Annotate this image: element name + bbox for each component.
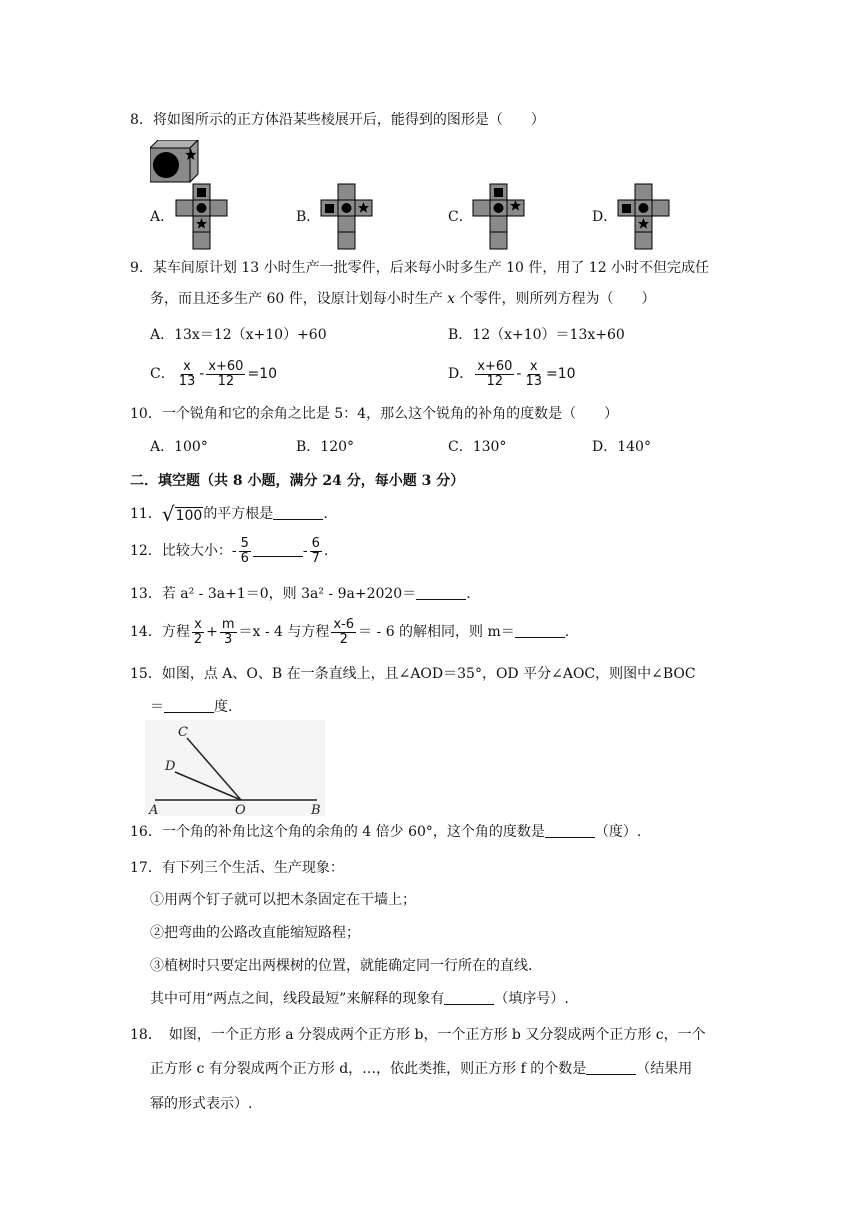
q8-net-a[interactable] <box>175 183 229 251</box>
q8-option-c-label: C． <box>448 209 473 225</box>
answer-blank[interactable] <box>164 698 214 713</box>
label-d: D <box>165 759 176 774</box>
q9-option-c[interactable]: C． $\frac{x}{13}$ - $\frac{x+60}{12}$ =10 <box>150 358 278 389</box>
q15-line2: ＝ 度. <box>150 699 233 715</box>
q9-option-d[interactable]: D． $\frac{x+60}{12}$ - $\frac{x}{13}$ =10 <box>448 358 576 389</box>
q17-item: ②把弯曲的公路改直能缩短路程； <box>150 925 360 941</box>
q9-line1: 9．某车间原计划 13 小时生产一批零件，后来每小时多生产 10 件，用了 12 小时不但完成任 <box>130 260 710 276</box>
answer-blank[interactable] <box>515 623 565 638</box>
circle-icon <box>639 203 649 213</box>
square-icon <box>197 188 206 197</box>
q17-question: 其中可用“两点之间，线段最短”来解释的现象有 （填序号）. <box>150 991 569 1007</box>
q10-option-b[interactable]: B．120° <box>296 439 355 455</box>
fraction: $\frac{6}{7}$ <box>311 535 320 566</box>
fraction: $\frac{x}{13}$ <box>178 358 196 389</box>
q18-line1: 18． 如图，一个正方形 a 分裂成两个正方形 b，一个正方形 b 又分裂成两个正方形 c，一个 <box>130 1027 706 1043</box>
q17-item: ①用两个钉子就可以把木条固定在干墙上； <box>150 892 416 908</box>
square-icon <box>622 204 631 213</box>
label-o: O <box>235 803 246 816</box>
circle-icon <box>153 152 179 178</box>
fraction: $\frac{m}{3}$ <box>221 616 235 647</box>
q8-net-d[interactable] <box>617 183 671 251</box>
label-c: C <box>178 725 188 740</box>
angle-figure <box>145 720 325 816</box>
section-heading: 二．填空题（共 8 小题，满分 24 分，每小题 3 分） <box>130 473 465 489</box>
answer-blank[interactable] <box>545 823 595 838</box>
square-icon <box>325 204 334 213</box>
q15-line1: 15．如图，点 A、O、B 在一条直线上，且∠AOD＝35°，OD 平分∠AOC，则图中∠BOC <box>130 666 696 682</box>
q8-option-b-label: B． <box>296 209 321 225</box>
q10-text: 10．一个锐角和它的余角之比是 5：4，那么这个锐角的补角的度数是（ ） <box>130 406 619 422</box>
fraction: $\frac{x+60}{12}$ <box>208 358 244 389</box>
q18-line3: 幂的形式表示）. <box>150 1096 253 1112</box>
fraction: $\frac{x}{13}$ <box>525 358 542 389</box>
q10-option-a[interactable]: A．100° <box>150 439 208 455</box>
answer-blank[interactable] <box>273 505 323 520</box>
circle-icon <box>342 203 352 213</box>
q16: 16．一个角的补角比这个角的余角的 4 倍少 60°，这个角的度数是 （度）. <box>130 824 642 840</box>
label-a: A <box>149 803 159 816</box>
fraction: $\frac{x-6}{2}$ <box>333 616 355 647</box>
q17-intro: 17．有下列三个生活、生产现象： <box>130 860 344 876</box>
answer-blank[interactable] <box>444 990 494 1005</box>
q10-option-c[interactable]: C．130° <box>448 439 507 455</box>
sqrt-symbol: √ 100 <box>161 502 203 526</box>
answer-blank[interactable] <box>253 542 303 557</box>
cube-figure <box>150 140 200 184</box>
q13: 13．若 a² - 3a+1＝0，则 3a² - 9a+2020＝ . <box>130 586 471 602</box>
label-b: B <box>311 803 321 816</box>
fraction: $\frac{x}{2}$ <box>193 616 203 647</box>
q9-line2: 务，而且还多生产 60 件，设原计划每小时生产 x 个零件，则所列方程为（ ） <box>150 291 656 307</box>
q8-net-c[interactable] <box>472 183 526 251</box>
square-icon <box>494 188 503 197</box>
answer-blank[interactable] <box>586 1060 636 1075</box>
q8-net-b[interactable] <box>320 183 374 251</box>
q12: 12．比较大小：- $\frac{5}{6}$ - $\frac{6}{7}$ . <box>130 535 329 566</box>
answer-blank[interactable] <box>416 585 466 600</box>
q9-option-a[interactable]: A．13x＝12（x+10）+60 <box>150 327 327 343</box>
fraction: $\frac{x+60}{12}$ <box>477 358 513 389</box>
q14: 14．方程 $\frac{x}{2}$ + $\frac{m}{3}$ ＝x - 4 与方程 $\frac{x-6}{2}$ ＝ - 6 的解相同，则 m＝ . <box>130 616 570 647</box>
q18-line2: 正方形 c 有分裂成两个正方形 d，…，依此类推，则正方形 f 的个数是 （结果用 <box>150 1061 693 1077</box>
q8-option-a-label: A． <box>150 209 175 225</box>
fraction: $\frac{5}{6}$ <box>240 535 249 566</box>
circle-icon <box>494 203 504 213</box>
q9-option-b[interactable]: B．12（x+10）＝13x+60 <box>448 327 625 343</box>
q11: 11． √ 100 的平方根是 . <box>130 502 328 526</box>
q10-option-d[interactable]: D．140° <box>592 439 651 455</box>
q17-item: ③植树时只要定出两棵树的位置，就能确定同一行所在的直线. <box>150 958 533 974</box>
q8-option-d-label: D． <box>592 209 618 225</box>
q8-text: 8．将如图所示的正方体沿某些棱展开后，能得到的图形是（ ） <box>130 112 545 128</box>
circle-icon <box>197 203 207 213</box>
